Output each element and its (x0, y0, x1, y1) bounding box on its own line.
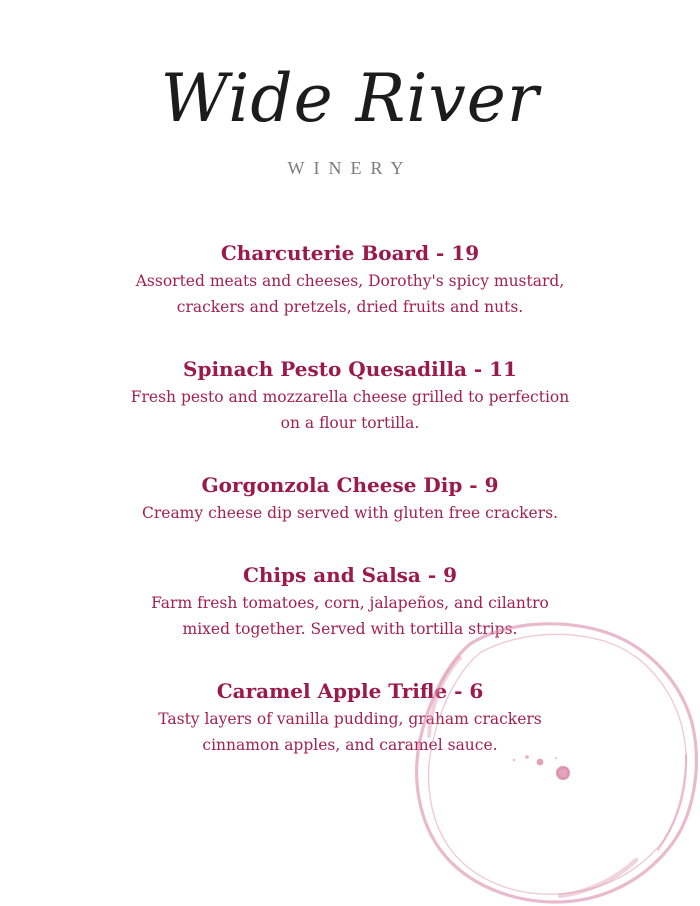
menu-item (0, 238, 700, 320)
menu-item-title: Spinach Pesto Quesadilla - 11 (183, 357, 517, 381)
logo-subtitle: WINERY (287, 158, 413, 178)
menu-item (0, 354, 700, 436)
menu-item-title: Caramel Apple Trifle - 6 (216, 679, 484, 703)
menu-item-description: Fresh pesto and mozzarella cheese grilled to perfection on a flour tortilla. (130, 388, 570, 432)
menu-item (0, 560, 700, 642)
menu-item-description: Farm fresh tomatoes, corn, jalapeños, and cilantro mixed together. Served with tortilla strips. (151, 594, 549, 638)
wine-stain-icon (400, 610, 700, 906)
menu-item-description: Tasty layers of vanilla pudding, graham crackers cinnamon apples, and caramel sauce. (158, 710, 542, 754)
menu-item (0, 470, 700, 526)
menu-item-description: Creamy cheese dip served with gluten free crackers. (142, 504, 558, 522)
menu-item-description: Assorted meats and cheeses, Dorothy's spicy mustard, crackers and pretzels, dried fruits and nuts. (135, 272, 565, 316)
menu-item (0, 676, 700, 758)
menu-item-title: Gorgonzola Cheese Dip - 9 (201, 473, 499, 497)
menu-item-title: Charcuterie Board - 19 (220, 241, 480, 265)
logo-title: Wide River (160, 60, 540, 137)
menu-item-title: Chips and Salsa - 9 (242, 563, 458, 587)
winery-logo (0, 38, 700, 188)
